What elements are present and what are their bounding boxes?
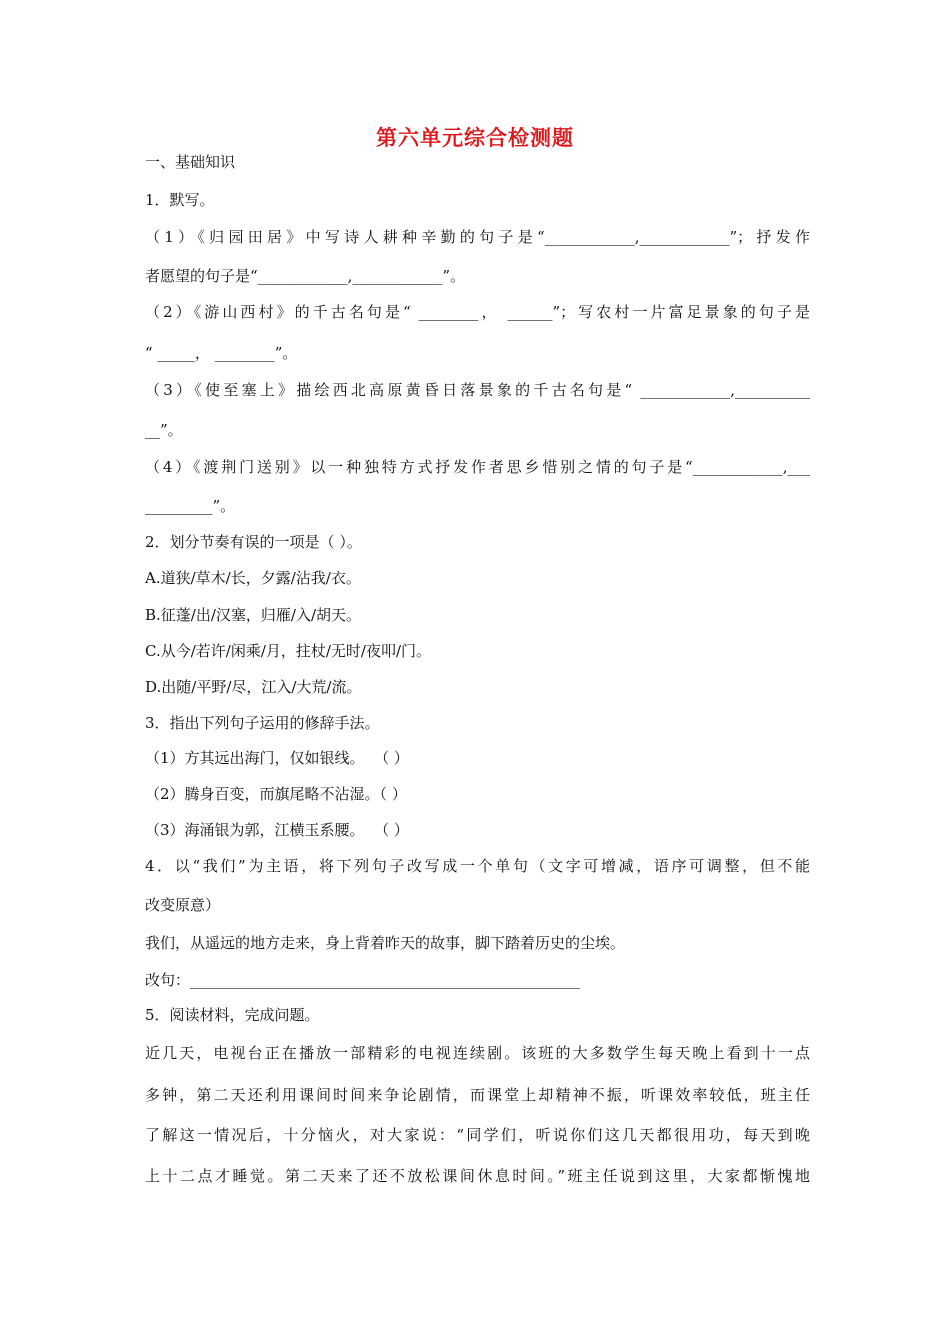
question-3-item: （2）腾身百变，而旗尾略不沾湿。（ ） bbox=[145, 785, 407, 803]
question-5-paragraph-line: 多钟，第二天还利用课间时间来争论剧情，而课堂上却精神不振，听课效率较低，班主任 bbox=[145, 1086, 810, 1104]
question-1-line: “ _____， ________”。 bbox=[145, 344, 298, 362]
question-4-sentence: 我们，从遥远的地方走来，身上背着昨天的故事，脚下踏着历史的尘埃。 bbox=[145, 934, 626, 952]
question-3-heading: 3．指出下列句子运用的修辞手法。 bbox=[145, 714, 380, 732]
question-1-heading: 1．默写。 bbox=[145, 191, 215, 209]
question-3-item: （1）方其远出海门，仅如银线。 （ ） bbox=[145, 749, 409, 767]
question-2-heading: 2．划分节奏有误的一项是（ ）。 bbox=[145, 533, 362, 551]
question-5-paragraph-line: 上十二点才睡觉。第二天来了还不放松课间休息时间。”班主任说到这里，大家都惭愧地 bbox=[145, 1167, 810, 1185]
question-1-line: __”。 bbox=[145, 421, 183, 439]
option-a: A.道狭/草木/长，夕露/沾我/衣。 bbox=[145, 569, 361, 587]
page-title: 第六单元综合检测题 bbox=[376, 126, 574, 150]
question-4-heading: 4．以“我们”为主语，将下列句子改写成一个单句（文字可增减，语序可调整，但不能 bbox=[145, 857, 810, 875]
option-b: B.征蓬/出/汉塞，归雁/入/胡天。 bbox=[145, 606, 362, 624]
question-1-line: _________”。 bbox=[145, 497, 236, 515]
option-d: D.出随/平野/尽，江入/大荒/流。 bbox=[145, 678, 362, 696]
question-4-answer-line: 改句：____________________________________________________ bbox=[145, 971, 581, 989]
question-1-line: （1）《归园田居》中写诗人耕种辛勤的句子是“____________,____________”；抒发作 bbox=[145, 228, 810, 246]
question-5-paragraph-line: 近几天，电视台正在播放一部精彩的电视连续剧。该班的大多数学生每天晚上看到十一点 bbox=[145, 1044, 810, 1062]
option-c: C.从今/若许/闲乘/月，拄杖/无时/夜叩/门。 bbox=[145, 642, 432, 660]
question-1-line: 者愿望的句子是“____________,____________”。 bbox=[145, 267, 466, 285]
question-4-line: 改变原意） bbox=[145, 896, 221, 914]
question-1-line: （3）《使至塞上》描绘西北高原黄昏日落景象的千古名句是“ ____________,__________ bbox=[145, 381, 810, 399]
question-5-heading: 5．阅读材料，完成问题。 bbox=[145, 1006, 320, 1024]
section-heading: 一、基础知识 bbox=[145, 153, 236, 171]
question-1-line: （2）《游山西村》的千古名句是“ ________， ______”；写农村一片富足景象的句子是 bbox=[145, 303, 810, 321]
question-5-paragraph-line: 了解这一情况后，十分恼火，对大家说：“同学们，听说你们这几天都很用功，每天到晚 bbox=[145, 1126, 810, 1144]
question-1-line: （4）《渡荆门送别》以一种独特方式抒发作者思乡惜别之情的句子是“____________,___ bbox=[145, 458, 810, 476]
question-3-item: （3）海涌银为郭，江横玉系腰。 （ ） bbox=[145, 821, 409, 839]
